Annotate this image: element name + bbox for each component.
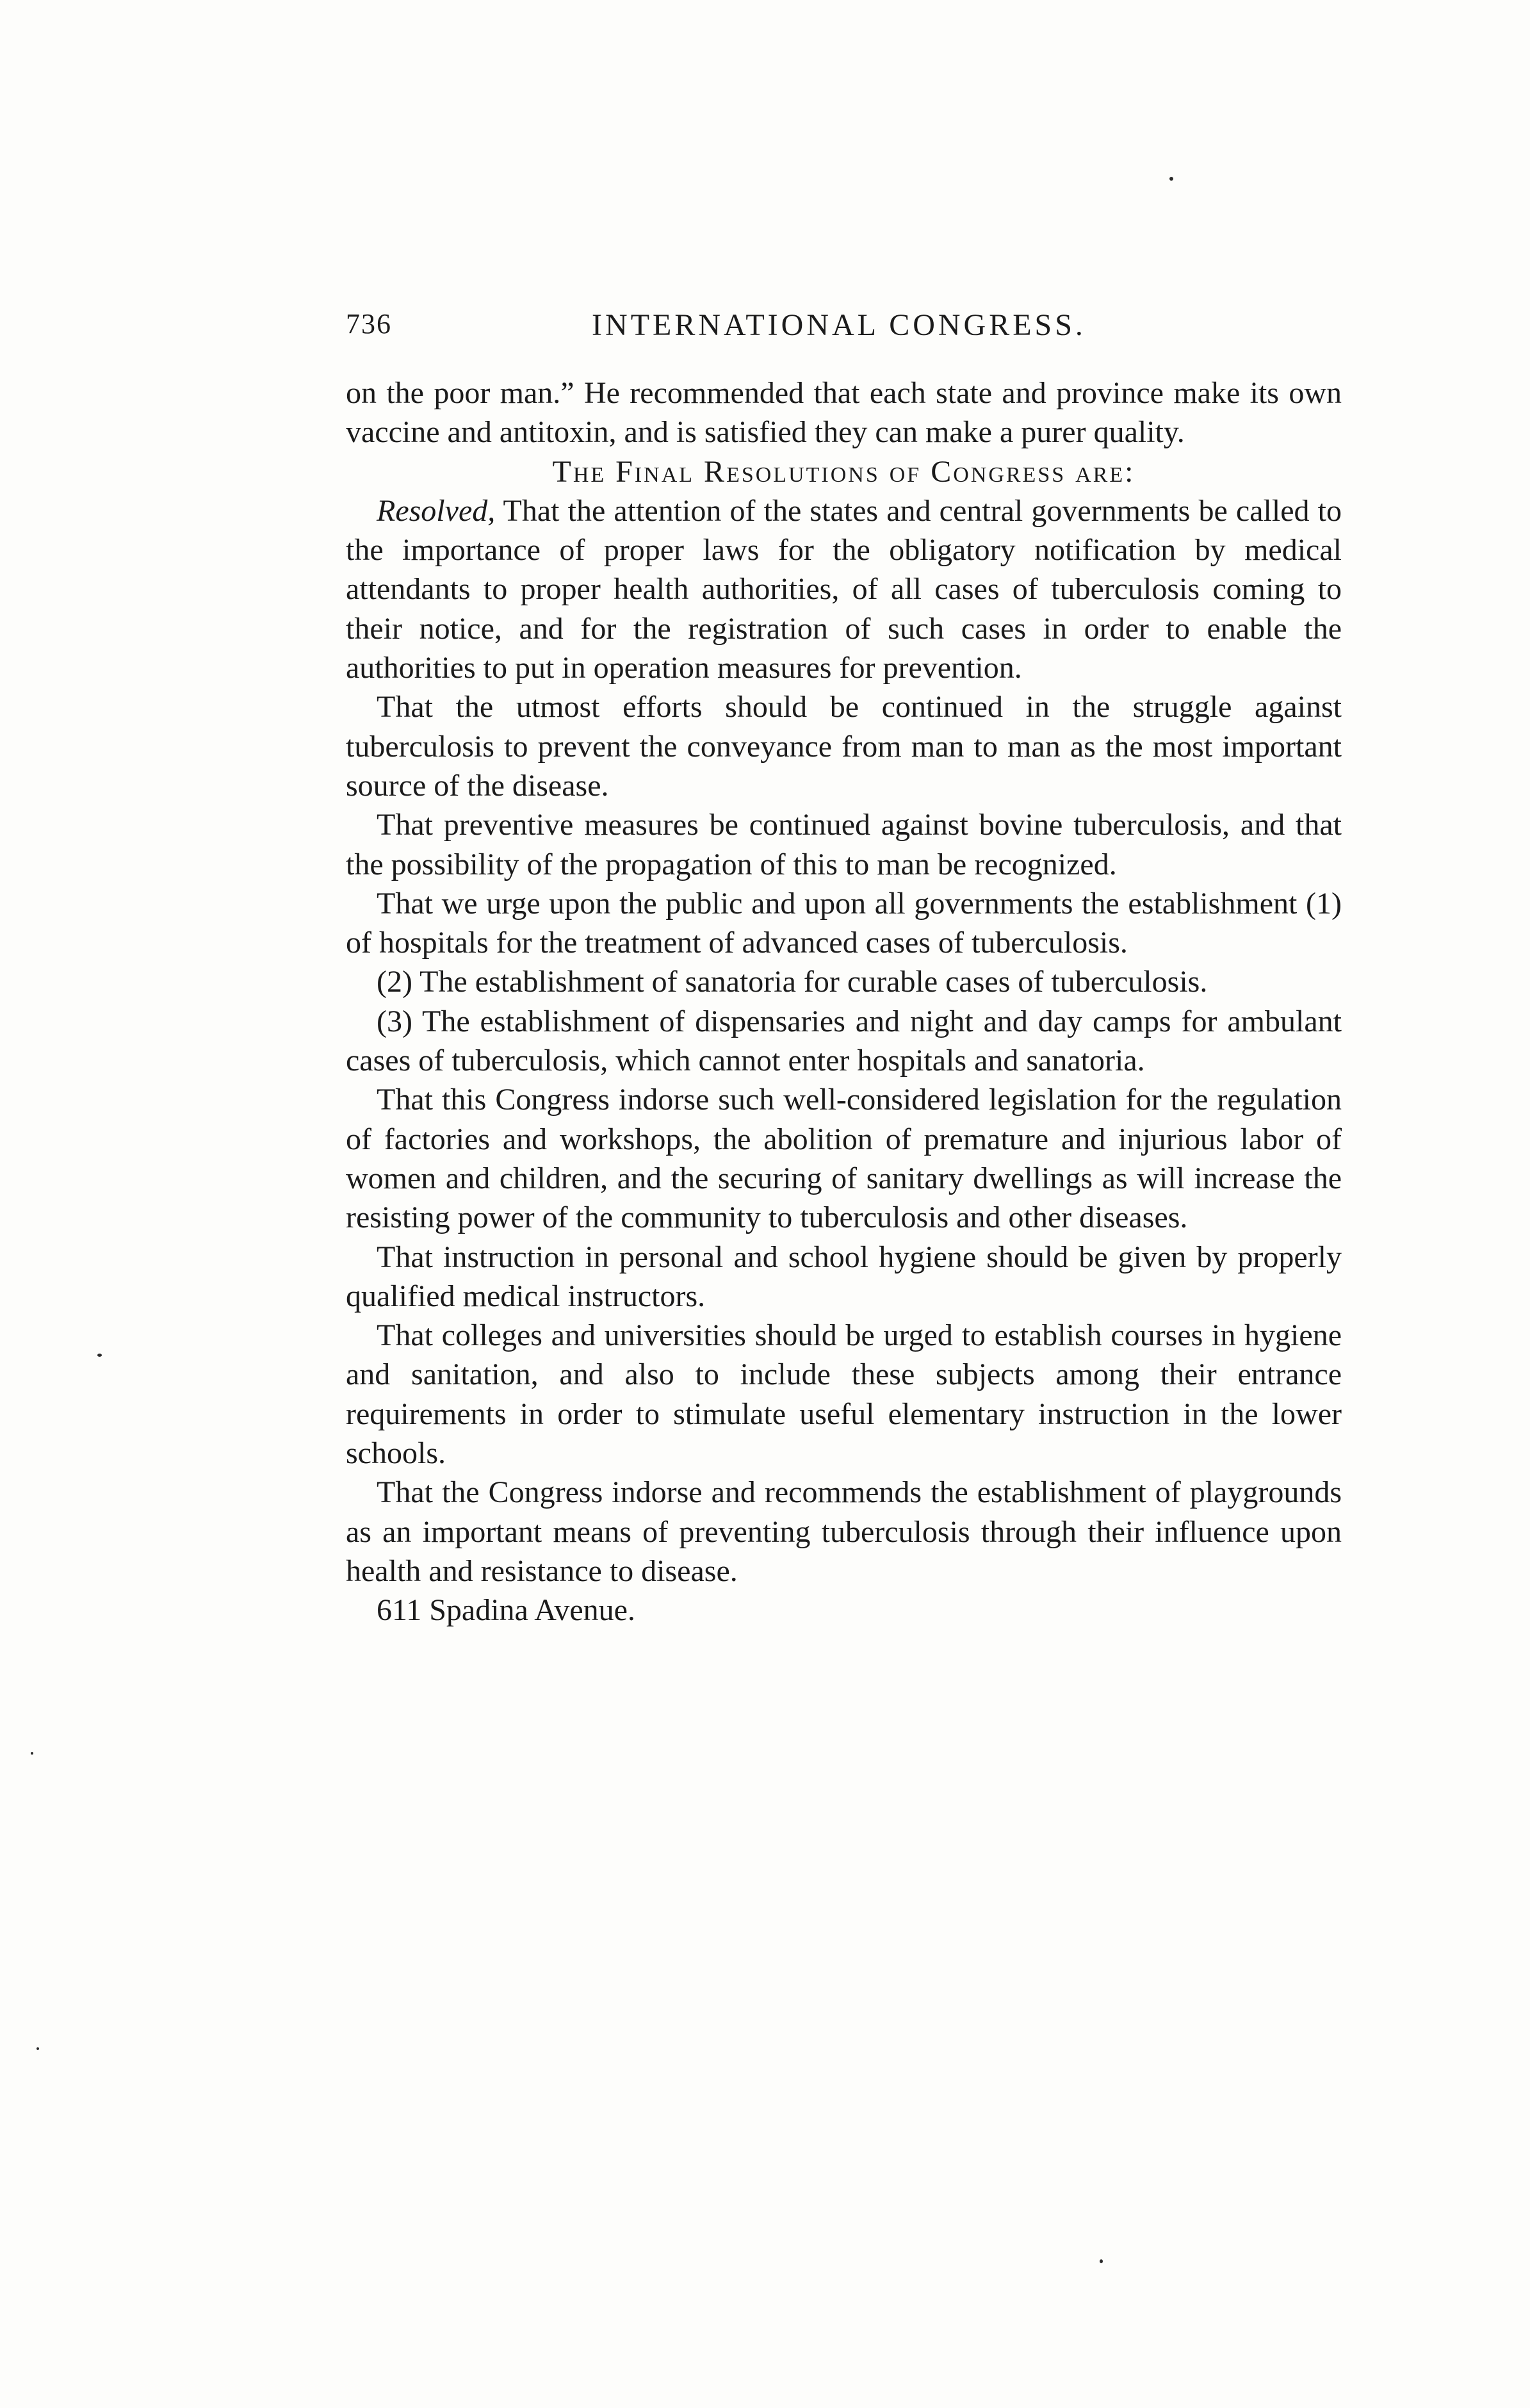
print-speck bbox=[37, 2047, 39, 2050]
resolved-lead: Resolved, bbox=[377, 493, 496, 528]
resolution-paragraph: That colleges and universities should be urged to establish courses in hygiene and sanitation, and also to include these subjects among their entrance requirements in order to stimulate useful elementary instruction in the lower schools. bbox=[346, 1318, 1342, 1471]
resolution-paragraph: That the utmost efforts should be continued in the struggle against tuberculosis to prevent the conveyance from man to man as the most important source of the disease. bbox=[346, 690, 1342, 803]
resolution-paragraph: That preventive measures be continued against bovine tuberculosis, and that the possibility of the propagation of this to man be recognized. bbox=[346, 808, 1342, 881]
resolution-text: That the attention of the states and central governments be called to the importance of proper laws for the obligatory notification by medical attendants to proper health authorities, of all cases of tuberculosis coming to their notice, and for the registration of such cases in order to enable the authorities to put in operation measures for prevention. bbox=[346, 493, 1342, 685]
section-heading: The Final Resolutions of Congress are: bbox=[552, 454, 1135, 489]
page-header bbox=[346, 307, 1358, 346]
body-text bbox=[346, 373, 1342, 1630]
print-speck bbox=[1100, 2259, 1103, 2263]
resolution-paragraph: That instruction in personal and school hygiene should be given by properly qualified medical instructors. bbox=[346, 1240, 1342, 1313]
print-speck bbox=[97, 1354, 102, 1357]
page-number: 736 bbox=[346, 308, 392, 340]
opening-paragraph: on the poor man.” He recommended that each state and province make its own vaccine and antitoxin, and is satisfied they can make a purer quality. bbox=[346, 376, 1342, 450]
print-speck bbox=[31, 1752, 33, 1755]
resolution-sub-item: (2) The establishment of sanatoria for curable cases of tuberculosis. bbox=[377, 965, 1208, 999]
print-speck bbox=[1169, 177, 1173, 181]
running-head: INTERNATIONAL CONGRESS. bbox=[592, 308, 1086, 342]
resolution-paragraph: That we urge upon the public and upon all governments the establishment (1) of hospitals for the treatment of advanced cases of tuberculosis. bbox=[346, 886, 1342, 960]
resolution-sub-item: (3) The establishment of dispensaries and night and day camps for ambulant cases of tuberculosis, which cannot enter hospitals and sanatoria. bbox=[346, 1004, 1342, 1078]
resolution-paragraph: That this Congress indorse such well-considered legislation for the regulation of factories and workshops, the abolition of premature and injurious labor of women and children, and the securing of sanitary dwellings as will increase the resisting power of the community to tuberculosis and other diseases. bbox=[346, 1083, 1342, 1235]
author-address: 611 Spadina Avenue. bbox=[377, 1593, 635, 1628]
resolution-paragraph bbox=[346, 491, 1342, 687]
resolution-paragraph: That the Congress indorse and recommends the establishment of playgrounds as an important means of preventing tuberculosis through their influence upon health and resistance to disease. bbox=[346, 1475, 1342, 1588]
